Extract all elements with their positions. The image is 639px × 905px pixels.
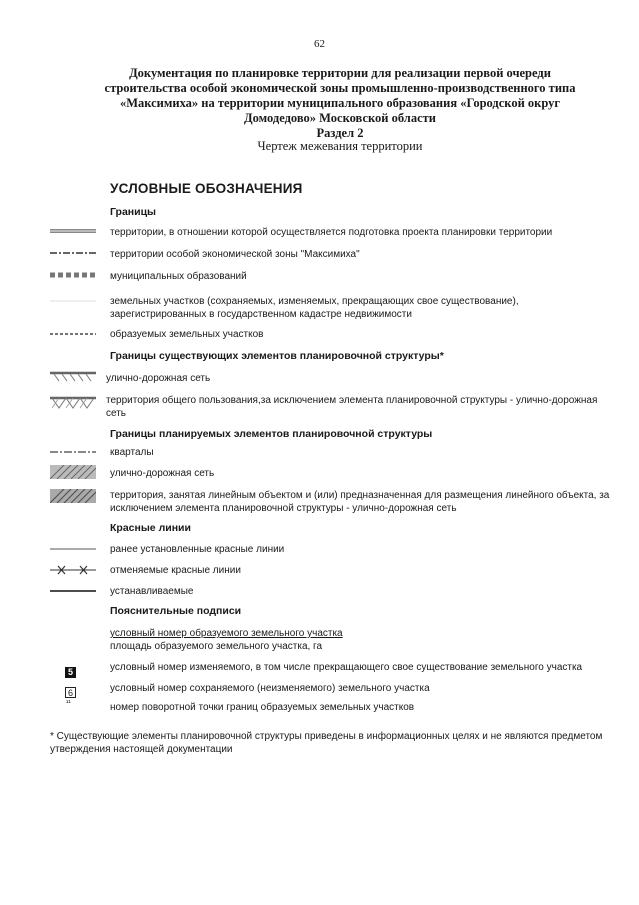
legend-heading: УСЛОВНЫЕ ОБОЗНАЧЕНИЯ [110,181,303,196]
document-subtitle: Чертеж межевания территории [257,139,423,153]
boundary-new-plot-symbol [50,329,96,339]
boundary-project-symbol [50,226,96,236]
planned-item-2: улично-дорожная сеть [110,468,215,479]
red-line-existing-symbol [50,544,96,554]
caption-fraction-top: условный номер образуемого земельного участка [110,628,343,639]
boundary-cadastre-symbol [50,296,96,306]
caption-item-2: условный номер сохраняемого (неизменяемого) земельного участка [110,683,430,694]
title-text: Документация по планировке территории для реализации первой очереди строительства особой экономической зоны промышленно-производственного типа «Максимиха» на территории муниципального образования «Городской округ Домодедово» Московской области [104,66,576,125]
red-lines-item-2: отменяемые красные линии [110,565,241,576]
turning-point-symbol: ¹¹ [66,700,71,707]
existing-item-2: территория общего пользования,за исключением элемента планировочной структуры - улично-дорожная сеть [106,395,598,419]
caption-item-3: номер поворотной точки границ образуемых земельных участков [110,702,415,713]
red-line-cancelled-symbol [50,564,96,576]
caption-fraction-bottom: площадь образуемого земельного участка, га [110,641,323,652]
boundary-item-4: земельных участков (сохраняемых, изменяемых, прекращающих свое существование), зарегистрированных в государственном кадастре недвижимости [110,296,519,320]
caption-item-1: условный номер изменяемого, в том числе прекращающего свое существование земельного участка [110,662,583,673]
existing-item-1: улично-дорожная сеть [106,373,211,384]
planned-linear-object-symbol [50,489,96,503]
section-label: Раздел 2 [316,126,364,140]
boundary-municipal-symbol [50,270,96,280]
boundary-item-5: образуемых земельных участков [110,329,264,340]
boundary-item-1: территории, в отношении которой осуществляется подготовка проекта планировки территории [110,227,553,238]
planned-item-1: кварталы [110,447,154,458]
red-line-new-symbol [50,586,96,596]
section-captions-title: Пояснительные подписи [110,605,242,617]
page-number: 62 [314,38,325,50]
planned-blocks-symbol [50,447,96,457]
document-title [100,66,580,141]
red-lines-item-3: устанавливаемые [110,586,194,597]
section-planned-title: Границы планируемых элементов планировочной структуры [110,428,433,440]
section-red-lines-title: Красные линии [110,522,191,534]
changed-plot-number-symbol: 5 [65,662,76,680]
kept-plot-number-symbol: 6 [65,683,76,701]
existing-public-territory-symbol [50,395,96,411]
boundary-sez-symbol [50,248,96,258]
section-boundaries-title: Границы [110,206,157,218]
boundary-item-3: муниципальных образований [110,271,247,282]
footnote: * Существующие элементы планировочной структуры приведены в информационных целях и не являются предметом утверждения настоящей документации [50,731,603,755]
planned-item-3: территория, занятая линейным объектом и (или) предназначенная для размещения линейного объекта, за исключением элемента планировочной структуры - улично-дорожная сеть [110,490,610,514]
boundary-item-2: территории особой экономической зоны "Максимиха" [110,249,360,260]
existing-road-symbol [50,371,96,383]
planned-road-symbol [50,465,96,479]
section-existing-title: Границы существующих элементов планировочной структуры* [110,350,444,362]
red-lines-item-1: ранее установленные красные линии [110,544,285,555]
